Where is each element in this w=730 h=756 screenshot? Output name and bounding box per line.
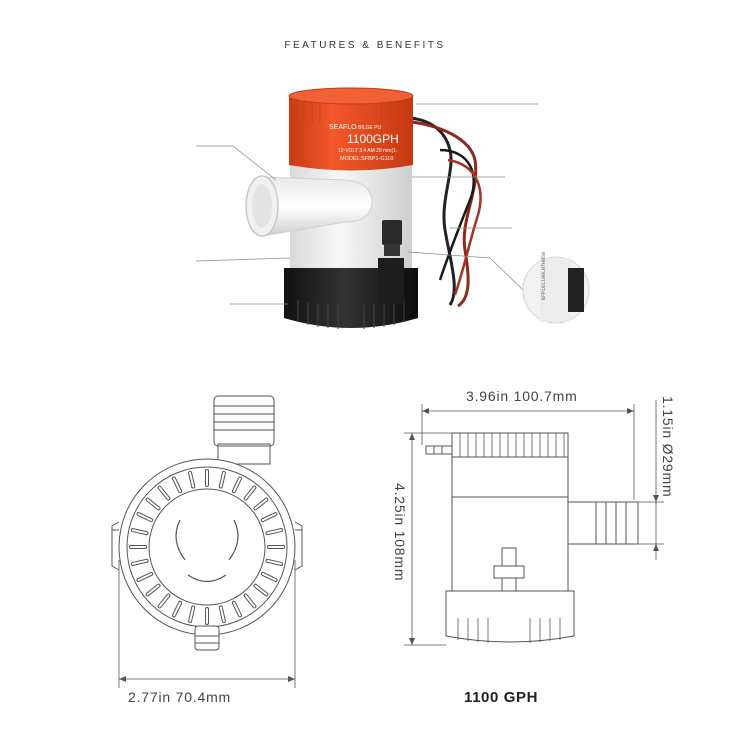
dim-width-top: 3.96in 100.7mm <box>466 388 578 404</box>
features-title: FEATURES & BENEFITS <box>284 40 446 51</box>
pump-type: BILGE PU <box>358 125 382 131</box>
dim-base-width: 2.77in 70.4mm <box>128 689 232 705</box>
dim-height: 4.25in 108mm <box>392 483 408 582</box>
model-gph-label: 1100 GPH <box>464 689 539 706</box>
pump-model: MODEL:SFBP1-G110 <box>340 156 394 162</box>
pump-voltage: 12-VOLT 3.4 AM 29 mm(1- <box>338 148 398 154</box>
side-view-drawing <box>426 433 638 643</box>
pump-brand: SEAFLO <box>329 124 357 131</box>
svg-text:BFP1G1100LNTHNS0: BFP1G1100LNTHNS0 <box>541 251 547 300</box>
pump-gph: 1100GPH <box>347 132 399 146</box>
dim-outlet-diameter: 1.15in Ø29mm <box>660 396 676 498</box>
